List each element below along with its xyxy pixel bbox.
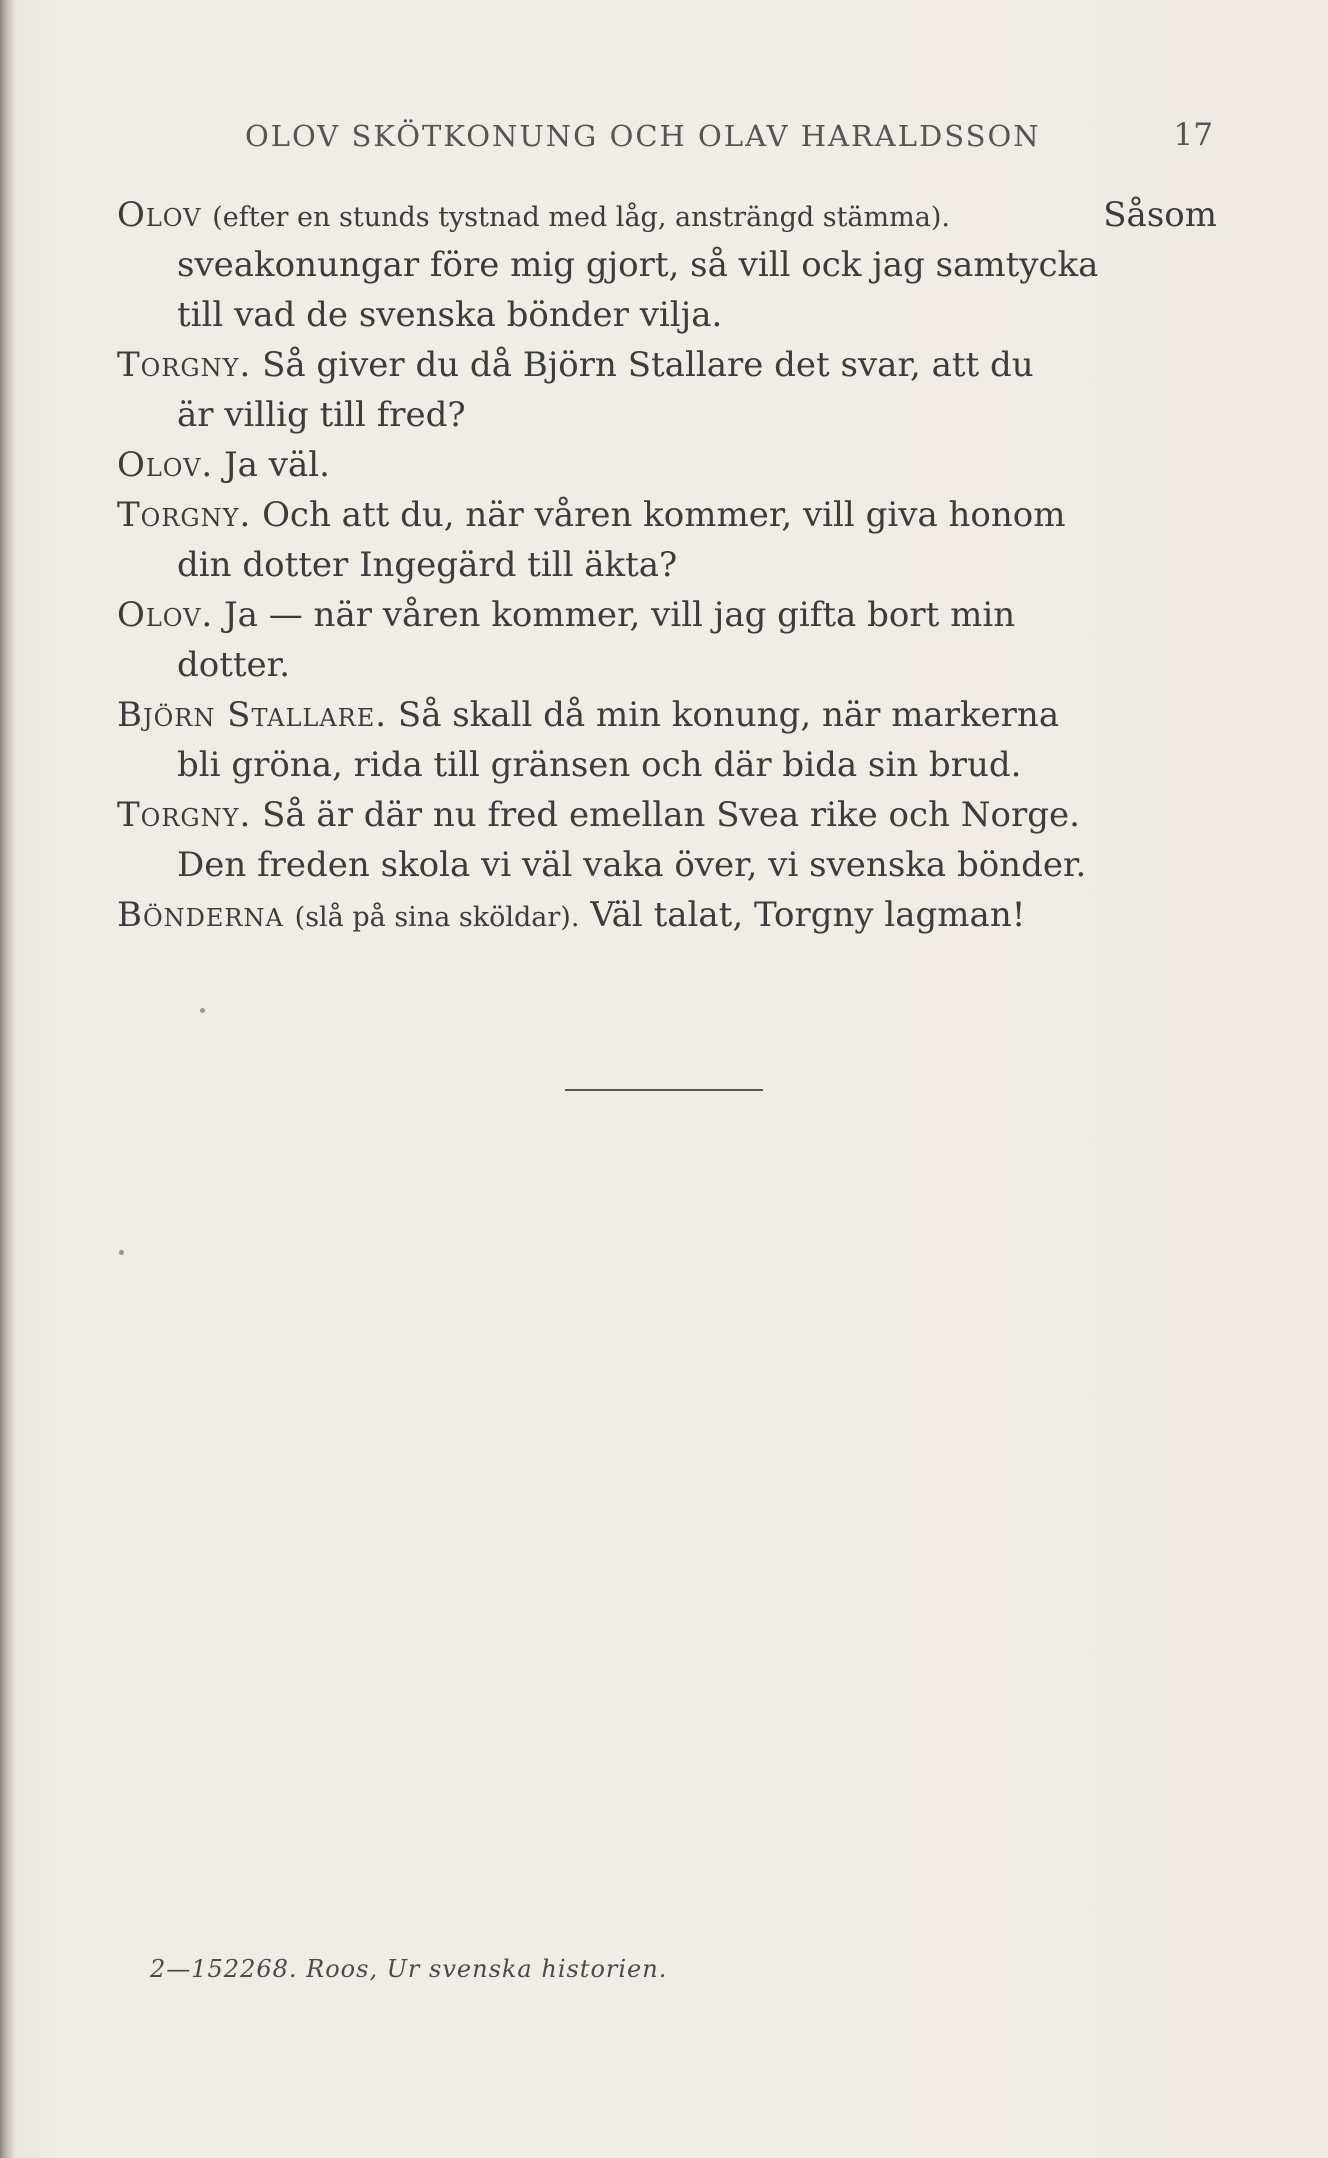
speech-text: dotter.: [177, 645, 291, 685]
speech-text: Så skall då min konung, när markerna: [397, 695, 1060, 735]
speech-line: [117, 590, 1217, 640]
speaker-name: Torgny.: [117, 495, 252, 535]
speaker-name-end: a: [265, 895, 284, 935]
speech-line: [117, 490, 1217, 540]
play-text: [117, 190, 1217, 940]
speech-text: är villig till fred?: [177, 395, 466, 435]
speaker-name-main: Böndern: [117, 895, 266, 935]
speech-text: sveakonungar före mig gjort, så vill ock jag samtycka: [177, 245, 1099, 285]
running-head: OLOV SKÖTKONUNG OCH OLAV HARALDSSON: [245, 119, 1041, 153]
speech-line: [117, 890, 1217, 940]
speech-line: [117, 640, 1217, 690]
speech-line: [117, 690, 1217, 740]
speech-text: Såsom: [1103, 195, 1217, 235]
speech-text: din dotter Ingegärd till äkta?: [177, 545, 678, 585]
source-title: Roos, Ur svenska historien.: [306, 1955, 668, 1983]
speech-text: Och att du, när våren kommer, vill giva honom: [262, 495, 1066, 535]
speech-text: Så giver du då Björn Stallare det svar, att du: [262, 345, 1034, 385]
speech-text: Väl talat, Torgny lagman!: [590, 895, 1026, 935]
speaker-name: Björn Stallare.: [117, 695, 388, 735]
speech-text: bli gröna, rida till gränsen och där bida sin brud.: [177, 745, 1022, 785]
speech-line: [117, 740, 1217, 790]
speech-line: [117, 540, 1217, 590]
ink-speck: [119, 1250, 124, 1255]
stage-direction: (slå på sina sköldar).: [294, 902, 580, 933]
page-binding-edge: [0, 0, 14, 2158]
speech-line: [117, 240, 1217, 290]
page-footer: [150, 1955, 667, 1983]
speech-text: Så är där nu fred emellan Svea rike och Norge.: [262, 795, 1080, 835]
speech-text: Den freden skola vi väl vaka över, vi svenska bönder.: [177, 845, 1087, 885]
speech-line: [117, 840, 1217, 890]
speech-line: [117, 340, 1217, 390]
speech-line: [117, 290, 1217, 340]
stage-direction: (efter en stunds tystnad med låg, ansträngd stämma).: [212, 202, 950, 233]
speech-line: [117, 390, 1217, 440]
speaker-name: Olov: [117, 195, 202, 235]
speech-line: [117, 790, 1217, 840]
speech-line: [117, 440, 1217, 490]
speaker-name: [117, 895, 284, 935]
page-number: 17: [1173, 117, 1213, 153]
page-header: [245, 115, 1213, 155]
speech-text: Ja — när våren kommer, vill jag gifta bort min: [224, 595, 1016, 635]
printer-mark: 2—152268.: [150, 1955, 298, 1983]
speech-text: Ja väl.: [224, 445, 330, 485]
speech-line: [117, 190, 1217, 240]
speaker-name: Torgny.: [117, 345, 252, 385]
speaker-name: Torgny.: [117, 795, 252, 835]
ink-speck: [200, 1008, 205, 1013]
end-rule: [565, 1089, 763, 1091]
speaker-name: Olov.: [117, 445, 214, 485]
speaker-name: Olov.: [117, 595, 214, 635]
speech-text: till vad de svenska bönder vilja.: [177, 295, 723, 335]
